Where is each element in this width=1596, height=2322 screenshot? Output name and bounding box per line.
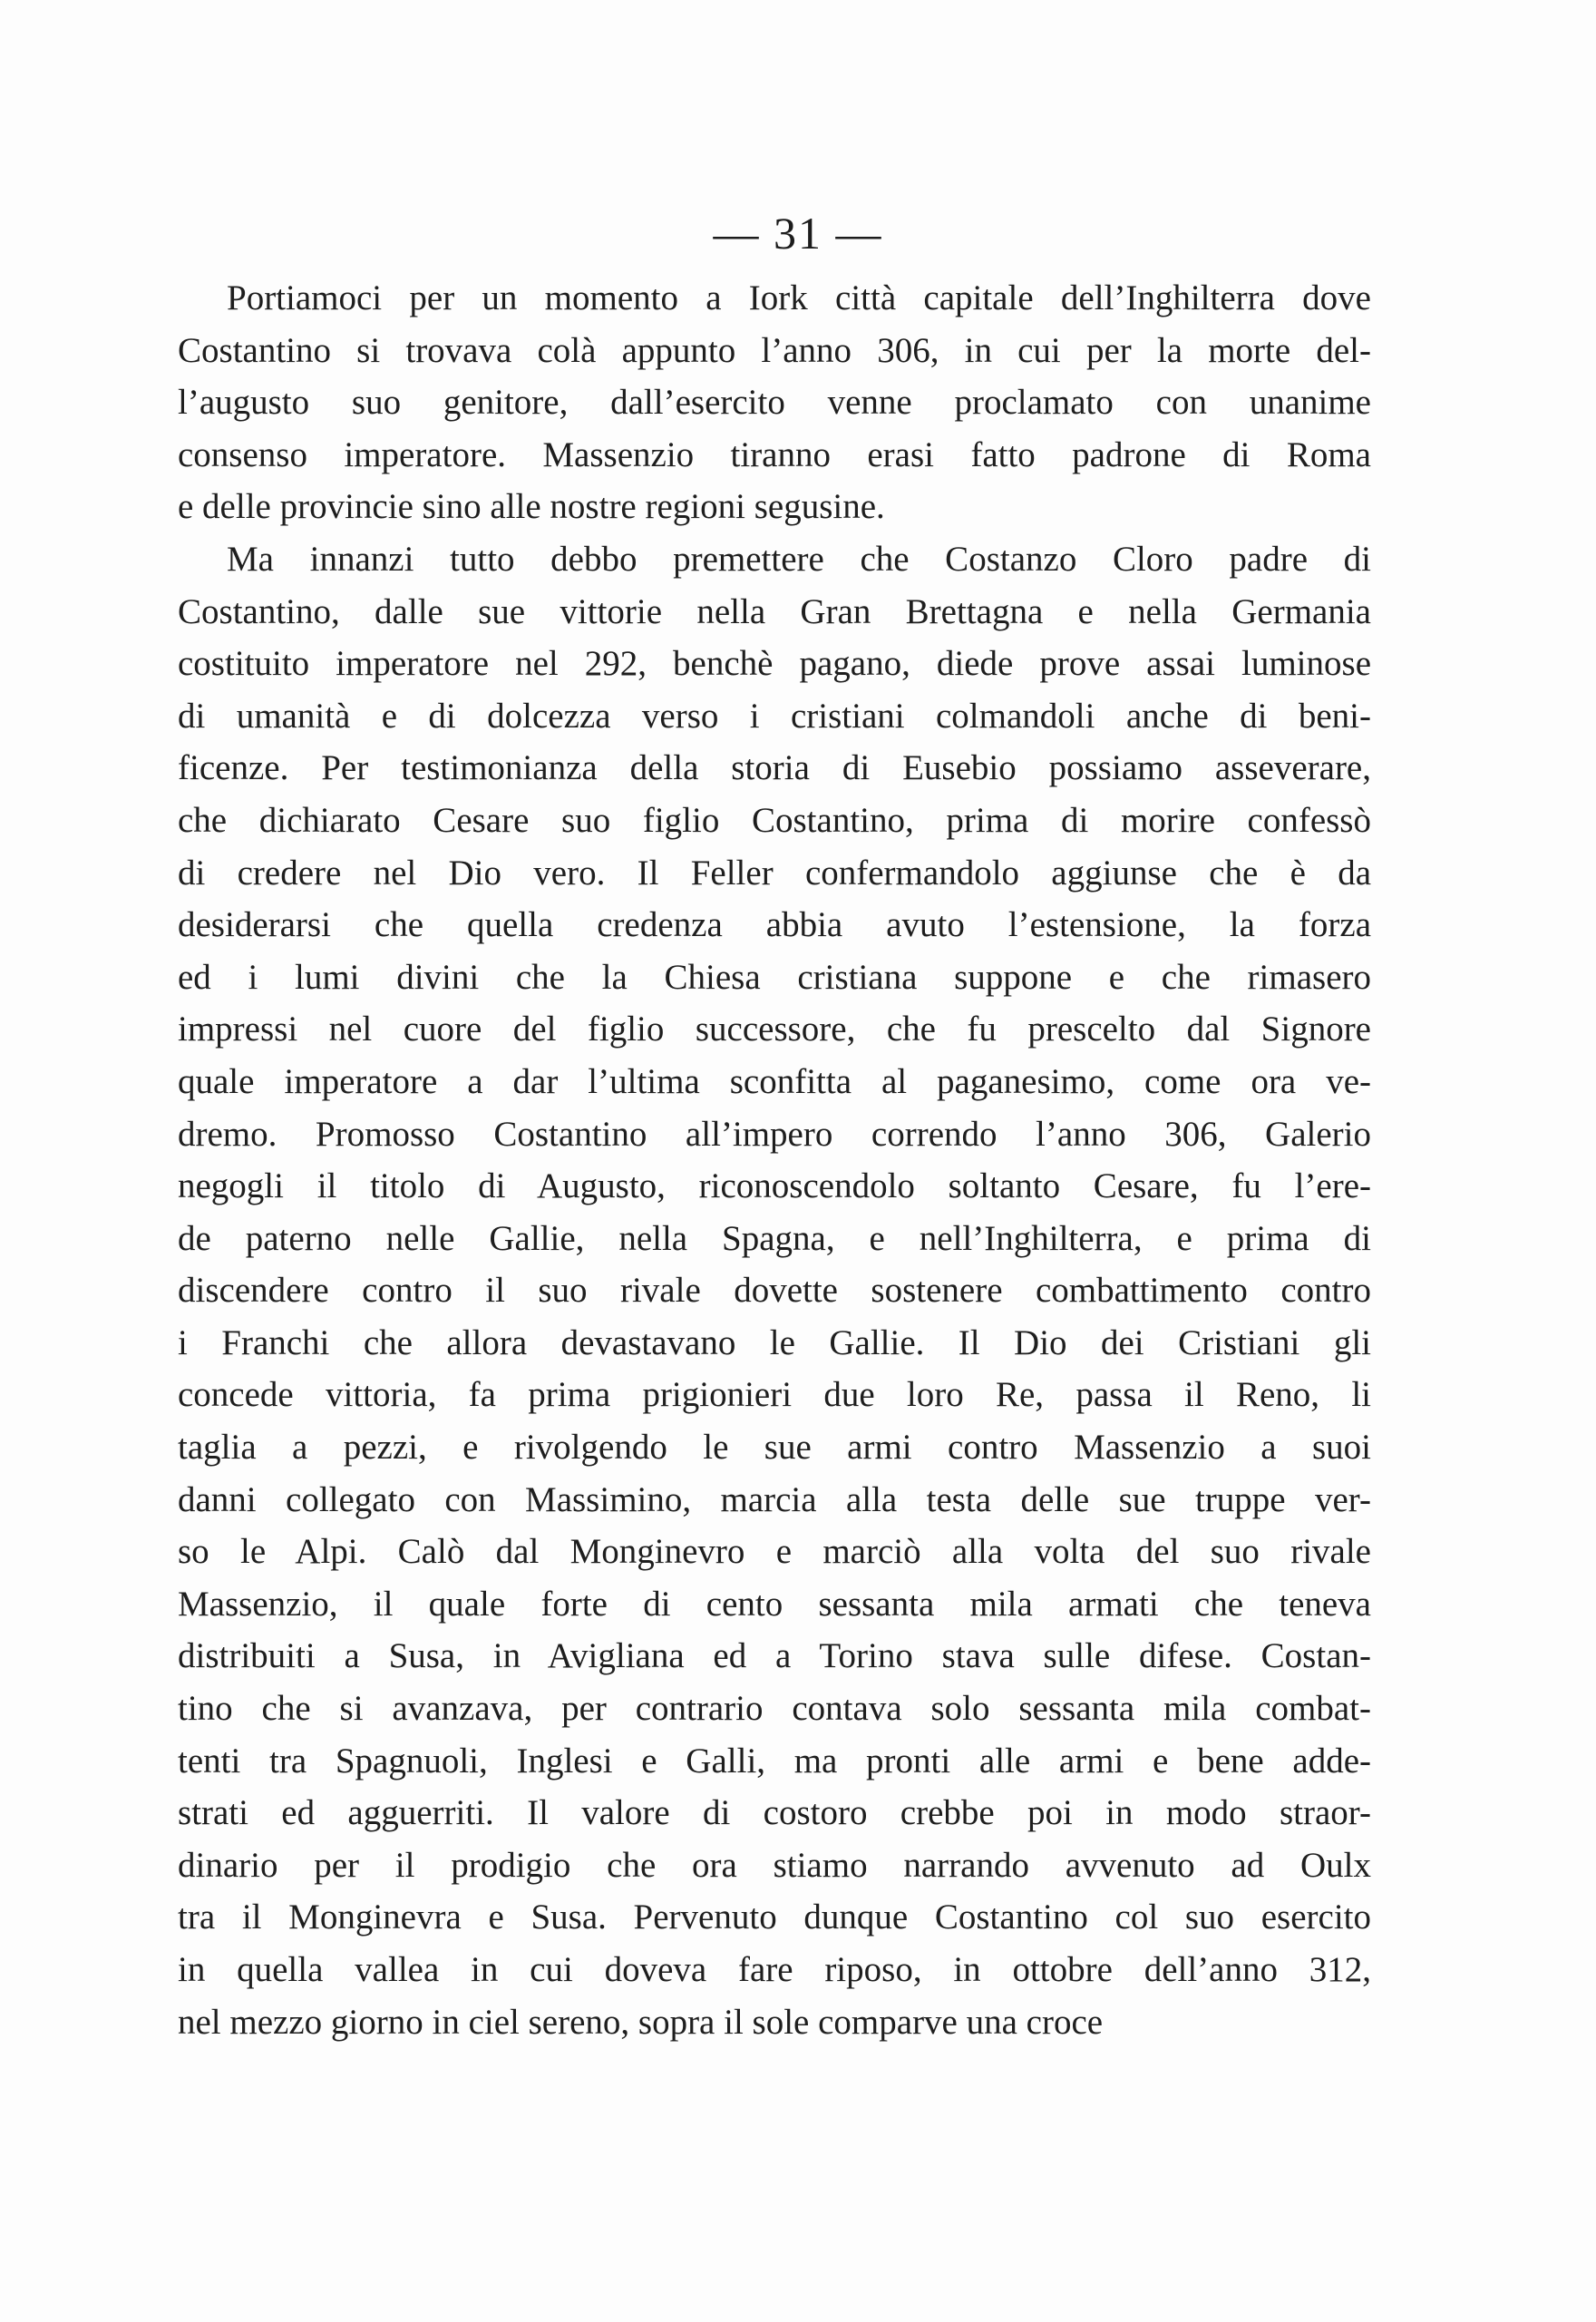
text-line: de paterno nelle Gallie, nella Spagna, e nell’Inghilterra, e prima di xyxy=(178,1218,1371,1258)
text-line: dremo. Promosso Costantino all’impero correndo l’anno 306, Galerio xyxy=(178,1114,1371,1154)
text-line: di credere nel Dio vero. Il Feller confermandolo aggiunse che è da xyxy=(178,853,1371,893)
text-line: distribuiti a Susa, in Avigliana ed a Torino stava sulle difese. Costan- xyxy=(178,1636,1371,1676)
text-line: concede vittoria, fa prima prigionieri due loro Re, passa il Reno, li xyxy=(178,1375,1371,1415)
text-line: ed i lumi divini che la Chiesa cristiana suppone e che rimasero xyxy=(178,957,1371,997)
text-line: tenti tra Spagnuoli, Inglesi e Galli, ma pronti alle armi e bene adde- xyxy=(178,1741,1371,1781)
text-line: Costantino, dalle sue vittorie nella Gran Brettagna e nella Germania xyxy=(178,591,1371,631)
body-text xyxy=(178,272,1371,2048)
text-line: e delle provincie sino alle nostre regioni segusine. xyxy=(178,487,885,527)
text-line: danni collegato con Massimino, marcia alla testa delle sue truppe ver- xyxy=(178,1479,1371,1519)
text-line: strati ed agguerriti. Il valore di costoro crebbe poi in modo straor- xyxy=(178,1793,1371,1833)
text-line: consenso imperatore. Massenzio tiranno erasi fatto padrone di Roma xyxy=(178,434,1371,474)
page-number: — 31 — xyxy=(713,208,883,259)
text-line: discendere contro il suo rivale dovette sostenere combattimento contro xyxy=(178,1271,1371,1311)
text-line: i Franchi che allora devastavano le Gallie. Il Dio dei Cristiani gli xyxy=(178,1322,1371,1362)
text-line: taglia a pezzi, e rivolgendo le sue armi contro Massenzio a suoi xyxy=(178,1428,1371,1468)
text-line: in quella vallea in cui doveva fare riposo, in ottobre dell’anno 312, xyxy=(178,1950,1371,1989)
text-line: l’augusto suo genitore, dall’esercito venne proclamato con unanime xyxy=(178,383,1371,423)
text-line: negogli il titolo di Augusto, riconoscendolo soltanto Cesare, fu l’ere- xyxy=(178,1166,1371,1206)
text-line: che dichiarato Cesare suo figlio Costantino, prima di morire confessò xyxy=(178,800,1371,840)
text-line: tino che si avanzava, per contrario contava solo sessanta mila combat- xyxy=(178,1689,1371,1729)
text-line: dinario per il prodigio che ora stiamo narrando avvenuto ad Oulx xyxy=(178,1845,1371,1885)
text-line: so le Alpi. Calò dal Monginevro e marciò alla volta del suo rivale xyxy=(178,1532,1371,1572)
text-line: Massenzio, il quale forte di cento sessanta mila armati che teneva xyxy=(178,1584,1371,1624)
text-line: Costantino si trovava colà appunto l’anno 306, in cui per la morte del- xyxy=(178,330,1371,370)
text-line: Ma innanzi tutto debbo premettere che Costanzo Cloro padre di xyxy=(227,539,1371,579)
text-line: Portiamoci per un momento a Iork città capitale dell’Inghilterra dove xyxy=(227,278,1371,317)
text-line: ficenze. Per testimonianza della storia di Eusebio possiamo asseverare, xyxy=(178,748,1371,788)
text-line: quale imperatore a dar l’ultima sconfitta al paganesimo, come ora ve- xyxy=(178,1061,1371,1101)
text-line: impressi nel cuore del figlio successore, che fu prescelto dal Signore xyxy=(178,1010,1371,1049)
text-line: tra il Monginevra e Susa. Pervenuto dunque Costantino col suo esercito xyxy=(178,1898,1371,1937)
text-line: di umanità e di dolcezza verso i cristiani colmandoli anche di beni- xyxy=(178,696,1371,736)
text-line: costituito imperatore nel 292, benchè pagano, diede prove assai luminose xyxy=(178,644,1371,684)
text-line: nel mezzo giorno in ciel sereno, sopra il sole comparve una croce xyxy=(178,2002,1104,2042)
text-line: desiderarsi che quella credenza abbia avuto l’estensione, la forza xyxy=(178,905,1371,945)
